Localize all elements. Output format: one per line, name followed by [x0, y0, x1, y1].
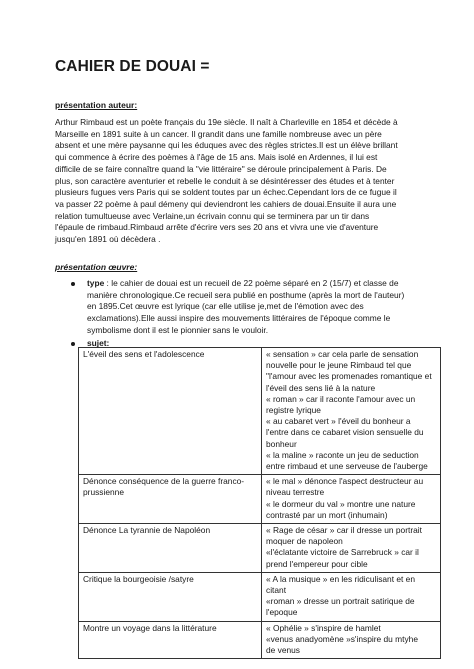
poem-line: « le dormeur du val » montre une nature — [266, 498, 416, 509]
table-row — [79, 475, 441, 524]
bio-line: plus, son caractère aventurier et rebelle le conduit à se désintéresser des études et à tenter — [55, 175, 395, 186]
type-line: type : le cahier de douai est un recueil de 22 poème séparé en 2 (15/7) et classe de — [87, 278, 399, 288]
bio-line: Marseille en 1891 suite à un cancer. Il grandit dans une famille nombreuse avec un père — [55, 128, 382, 139]
document-title: CAHIER DE DOUAI = — [55, 58, 210, 75]
theme-line: L'éveil des sens et l'adolescence — [83, 349, 205, 359]
poems-cell — [262, 475, 441, 524]
poem-line: registre lyrique — [266, 405, 321, 416]
type-line: symbolisme dont il est le pionnier sans le vouloir. — [87, 324, 269, 335]
poem-line: de venus — [266, 645, 300, 656]
poem-line: « au cabaret vert » l'éveil du bonheur a — [266, 416, 411, 427]
bio-line: relation tumultueuse avec Verlaine,un écrivain connu qui se terminera par un tir dans — [55, 210, 370, 221]
bullet-dot-icon — [71, 342, 75, 346]
author-heading: présentation auteur: — [55, 100, 138, 110]
table-row — [79, 572, 441, 621]
bio-line: difficile de se faire connaître quand la "vie littéraire" se déroule principalement à Paris. De — [55, 163, 387, 174]
type-bullet — [71, 278, 411, 337]
theme-cell — [79, 621, 262, 659]
type-line: manière chronologique.Ce recueil sera publié en posthume (après la mort de l'auteur) — [87, 289, 405, 300]
poem-line: « A la musique » en les ridiculisant et en — [266, 573, 415, 584]
table-row — [79, 524, 441, 573]
theme-cell — [79, 524, 262, 573]
theme-line: Critique la bourgeoisie /satyre — [83, 573, 194, 584]
subject-label: sujet: — [87, 337, 110, 348]
bio-line: qui commence à écrire des poèmes à l'âge de 15 ans. Mais isolé en Ardennes, il lui est — [55, 152, 378, 163]
poem-line: « le mal » dénonce l'aspect destructeur au — [266, 476, 424, 487]
table-row — [79, 348, 441, 475]
poem-line: l'epoque — [266, 607, 298, 618]
poem-line: l'entre dans ce cabaret vision sensuelle du — [266, 427, 424, 438]
poem-line: contrasté par un mort (inhumain) — [266, 509, 388, 520]
theme-cell — [79, 572, 262, 621]
poem-line: « la maline » raconte un jeu de seduction — [266, 449, 419, 460]
bio-line: l'épaule de rimbaud.Rimbaud arrête d'écrire vers ses 20 ans et vivra une vie d'aventure — [55, 222, 379, 233]
poem-line: niveau terrestre — [266, 487, 325, 498]
subject-table — [78, 347, 441, 659]
poem-line: «l'éclatante victoire de Sarrebruck » car il — [266, 547, 419, 558]
theme-line: Montre un voyage dans la littérature — [83, 622, 217, 633]
poem-line: « roman » car il raconte l'amour avec un — [266, 393, 416, 404]
poem-line: l'éveil des sens lié à la nature — [266, 382, 376, 393]
bullet-dot-icon — [71, 282, 75, 286]
poem-line: "l'amour avec les promenades romantique et — [266, 371, 432, 382]
poems-cell — [262, 572, 441, 621]
poems-cell — [262, 621, 441, 659]
poem-line: « sensation » car cela parle de sensation — [266, 349, 419, 359]
poem-line: nouvelle pour le jeune Rimbaud tel que — [266, 360, 412, 371]
bio-line: va passer 22 poème à paul démeny qui deviendront les cahiers de douai.Ensuite il aura une — [55, 198, 397, 209]
bio-line: absent et une mère paysanne qui les éduques avec des règles strictes.Il est un élève brillant — [55, 140, 398, 151]
type-line: en 1895.Cet œuvre est lyrique (car elle utilise je,met de l'émotion avec des — [87, 301, 364, 312]
poems-cell — [262, 348, 441, 475]
bio-line: Arthur Rimbaud est un poète français du 19e siècle. Il naît à Charleville en 1854 et décède à — [55, 117, 398, 127]
bio-line: plusieurs fugues vers Paris qui se soldent toutes par un échec.Cependant lors de ce fugue il — [55, 187, 397, 198]
author-biography — [55, 117, 415, 246]
poem-line: moquer de napoleon — [266, 536, 343, 547]
theme-cell — [79, 348, 262, 475]
work-bullets — [71, 278, 411, 349]
poem-line: « Rage de césar » car il dresse un portrait — [266, 525, 422, 536]
poem-line: «roman » dresse un portrait satirique de — [266, 596, 415, 607]
bio-line: jusqu'en 1891 où décèdera . — [55, 234, 161, 245]
type-text — [87, 278, 411, 337]
theme-line: Dénonce La tyrannie de Napoléon — [83, 525, 211, 536]
theme-line: prussienne — [83, 487, 124, 498]
table-row — [79, 621, 441, 659]
poems-cell — [262, 524, 441, 573]
work-heading: présentation œuvre: — [55, 262, 138, 272]
type-line: exclamations).Elle aussi inspire des mouvements littéraires de l'époque comme le — [87, 313, 391, 324]
poem-line: entre rimbaud et une serveuse de l'auberge — [266, 461, 428, 472]
poem-line: bonheur — [266, 438, 297, 449]
poem-line: « Ophélie » s'inspire de hamlet — [266, 622, 381, 633]
poem-line: «venus anadyomène »s'inspire du mtyhe — [266, 633, 418, 644]
poem-line: citant — [266, 585, 287, 596]
type-label: type — [87, 278, 105, 288]
theme-cell — [79, 475, 262, 524]
theme-line: Dénonce conséquence de la guerre franco- — [83, 476, 245, 487]
poem-line: prend l'empereur pour cible — [266, 558, 368, 569]
